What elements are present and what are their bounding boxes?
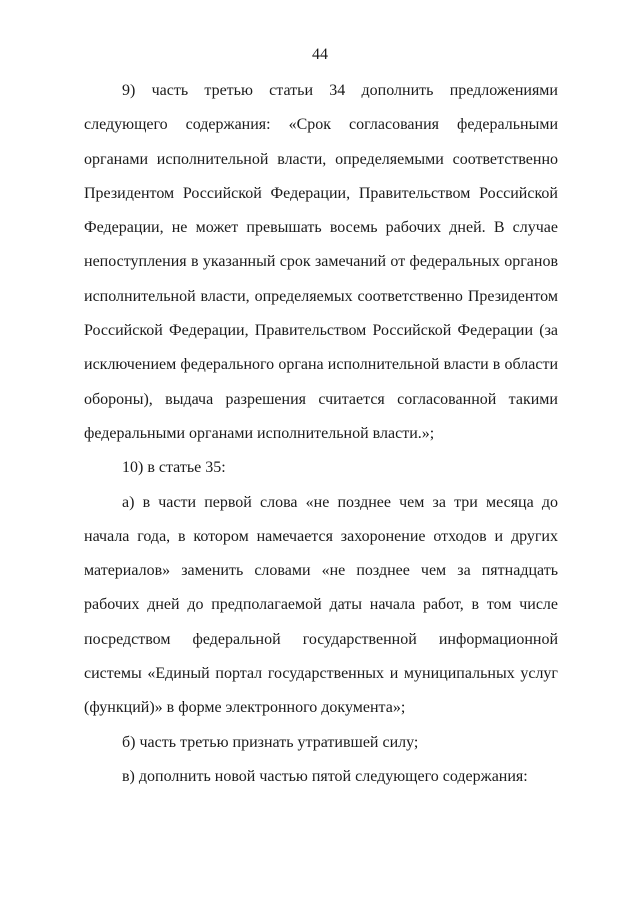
paragraph-subitem-b: б) часть третью признать утратившей силу; [122, 733, 419, 751]
paragraph-subitem-a: а) в части первой слова «не позднее чем за три месяца до начала года, в котором намечается захоронение отходов и других материалов» заменить словами «не позднее чем за пятнадцать рабочих дней до предполагаемой даты начала работ, в том числе посредством федеральной государственной информационной системы «Единый портал государственных и муниципальных услуг (функций)» в форме электронного документа»; [84, 493, 558, 717]
paragraph-subitem-v: в) дополнить новой частью пятой следующего содержания: [122, 767, 528, 785]
paragraph-item-10: 10) в статье 35: [122, 459, 226, 477]
page-number: 44 [312, 46, 328, 63]
document-body [84, 74, 558, 794]
paragraph-item-9: 9) часть третью статьи 34 дополнить предложениями следующего содержания: «Срок согласования федеральными органами исполнительной власти, определяемыми соответственно Президентом Российской Федерации, Правительством Российской Федерации, не может превышать восемь рабочих дней. В случае непоступления в указанный срок замечаний от федеральных органов исполнительной власти, определяемых соответственно Президентом Российской Федерации, Правительством Российской Федерации (за исключением федерального органа исполнительной власти в области обороны), выдача разрешения считается согласованной такими федеральными органами исполнительной власти.»; [84, 82, 558, 442]
